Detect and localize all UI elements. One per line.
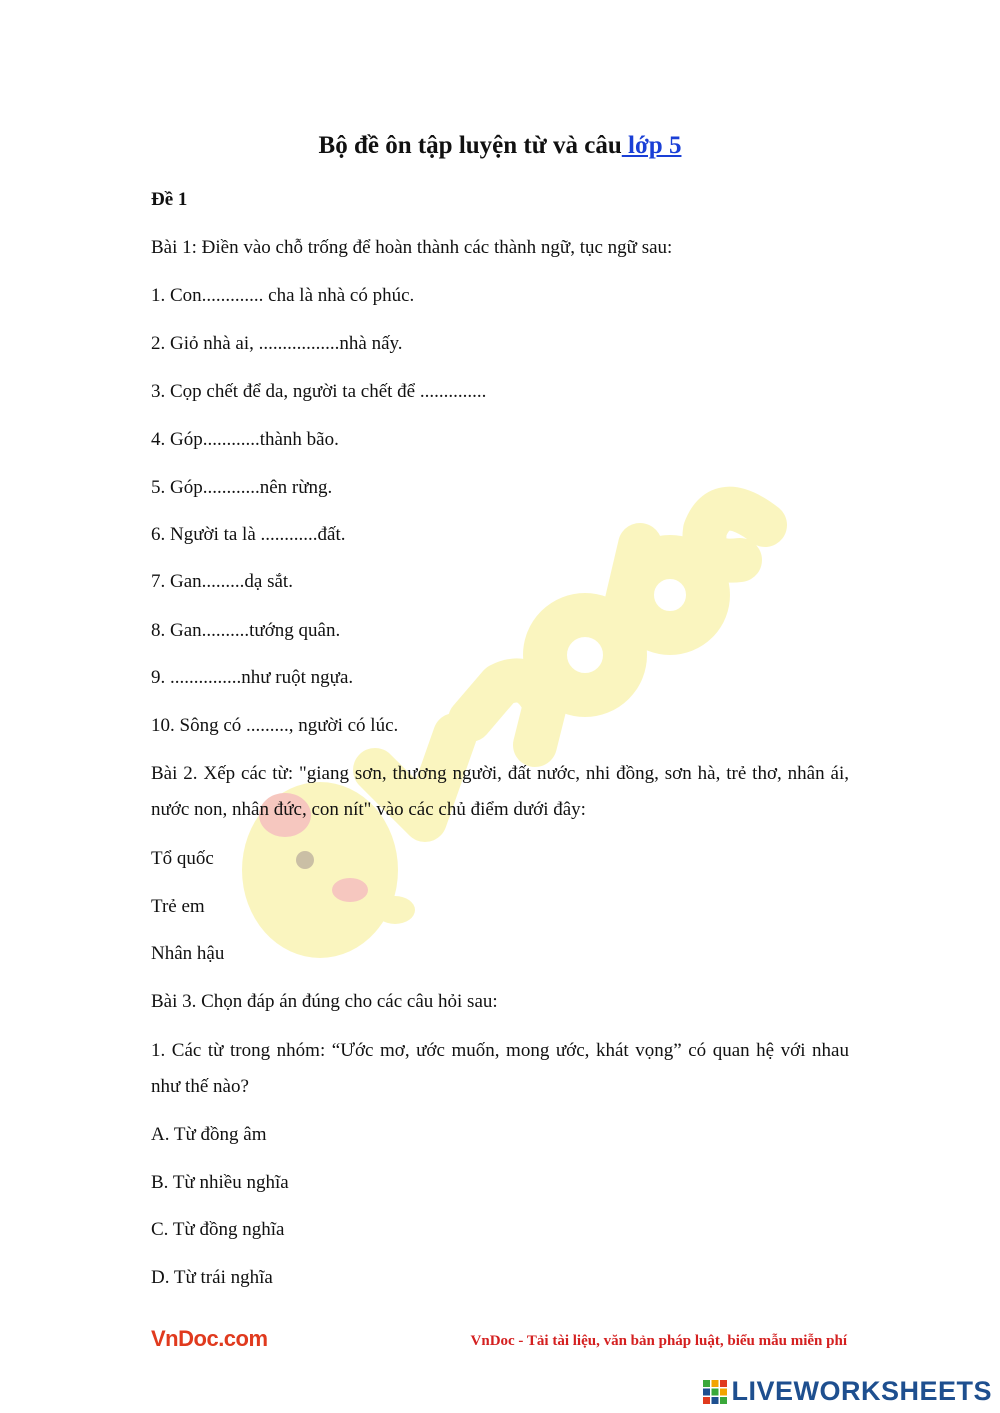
liveworksheets-grid-icon <box>703 1380 727 1404</box>
vndoc-logo[interactable] <box>151 1326 268 1352</box>
vndoc-logo-main: VnDoc <box>151 1326 219 1351</box>
bai3-option: B. Từ nhiều nghĩa <box>151 1172 289 1193</box>
footer-tagline: VnDoc - Tải tài liệu, văn bản pháp luật, biểu mẫu miễn phí <box>470 1333 847 1349</box>
bai1-item: 3. Cọp chết để da, người ta chết để .............. <box>151 381 487 402</box>
bai3-question: 1. Các từ trong nhóm: “Ước mơ, ước muốn, mong ước, khát vọng” có quan hệ với nhau như thế nào? <box>151 1040 849 1097</box>
page-title <box>0 132 1000 160</box>
bai1-prompt: Bài 1: Điền vào chỗ trống để hoàn thành các thành ngữ, tục ngữ sau: <box>151 237 673 258</box>
bai1-item: 2. Giỏ nhà ai, .................nhà nấy. <box>151 333 403 354</box>
bai2-topic: Tổ quốc <box>151 848 214 869</box>
bai1-item: 5. Góp............nên rừng. <box>151 477 333 498</box>
bai2-prompt: Bài 2. Xếp các từ: "giang sơn, thương người, đất nước, nhi đồng, sơn hà, trẻ thơ, nhân ái, nước non, nhân đức, con nít" vào các chủ điểm dưới đây: <box>151 763 849 820</box>
bai2-topic: Trẻ em <box>151 896 205 917</box>
title-link[interactable]: lớp 5 <box>621 132 682 159</box>
bai3-prompt: Bài 3. Chọn đáp án đúng cho các câu hỏi sau: <box>151 991 498 1012</box>
liveworksheets-text: LIVEWORKSHEETS <box>731 1376 992 1406</box>
bai3-option: C. Từ đồng nghĩa <box>151 1219 285 1240</box>
bai1-item: 8. Gan..........tướng quân. <box>151 620 341 641</box>
watermark-letter-n <box>470 681 545 746</box>
bai2-topic: Nhân hậu <box>151 943 225 964</box>
bai1-item: 6. Người ta là ............đất. <box>151 524 346 545</box>
bai3-option: D. Từ trái nghĩa <box>151 1267 273 1288</box>
watermark-letter-d-stem <box>620 545 640 630</box>
watermark-letter-o <box>632 557 708 633</box>
bai1-item: 9. ...............như ruột ngựa. <box>151 667 354 688</box>
watermark-letter-c <box>704 509 765 561</box>
title-text: Bộ đề ôn tập luyện từ và câu <box>318 132 622 159</box>
watermark-letter-d <box>545 615 625 695</box>
section-heading: Đề 1 <box>151 189 188 210</box>
vndoc-logo-suffix: .com <box>218 1326 268 1351</box>
liveworksheets-badge[interactable] <box>703 1376 992 1407</box>
bai1-item: 10. Sông có ........., người có lúc. <box>151 715 399 736</box>
bai1-item: 4. Góp............thành bão. <box>151 429 339 450</box>
bai3-option: A. Từ đồng âm <box>151 1124 267 1145</box>
bai1-item: 7. Gan.........dạ sắt. <box>151 571 293 592</box>
bai1-item: 1. Con............. cha là nhà có phúc. <box>151 285 415 306</box>
